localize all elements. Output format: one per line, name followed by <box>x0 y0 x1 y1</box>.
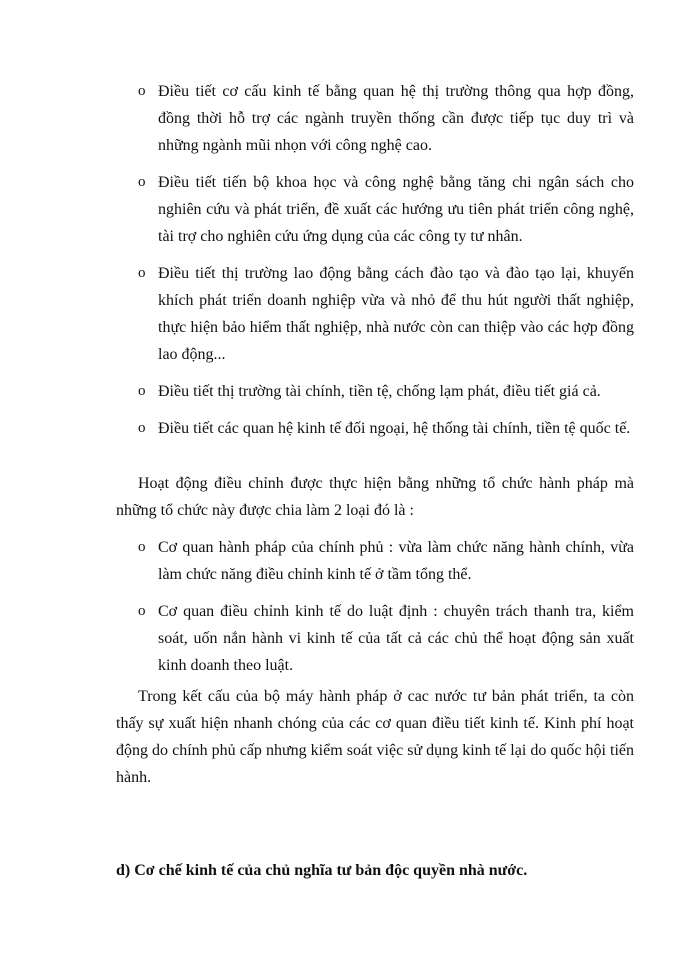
bullet-marker-icon: o <box>138 174 146 190</box>
list-item <box>138 78 634 159</box>
list-item <box>138 260 634 368</box>
bullet-marker-icon: o <box>138 383 146 399</box>
list-item <box>138 169 634 250</box>
paragraph-executive-organizations: Hoạt động điều chỉnh được thực hiện bằng những tổ chức hành pháp mà những tổ chức này được chia làm 2 loại đó là : <box>116 475 634 519</box>
list-item-text: Điều tiết cơ cấu kinh tế bằng quan hệ thị trường thông qua hợp đồng, đồng thời hỗ trợ các ngành truyền thống cần được tiếp tục duy trì và những ngành mũi nhọn với công nghệ cao. <box>158 83 634 154</box>
bullet-list-regulation <box>138 78 634 442</box>
bullet-marker-icon: o <box>138 83 146 99</box>
bullet-marker-icon: o <box>138 420 146 436</box>
paragraph-executive-structure: Trong kết cấu của bộ máy hành pháp ở cac nước tư bản phát triển, ta còn thấy sự xuất hiện nhanh chóng của các cơ quan điều tiết kinh tế. Kinh phí hoạt động do chính phủ cấp nhưng kiểm soát việc sử dụng kinh tế lại do quốc hội tiến hành. <box>116 688 634 786</box>
list-item-text: Cơ quan điều chỉnh kinh tế do luật định : chuyên trách thanh tra, kiểm soát, uốn nắn hành vi kinh tế của tất cả các chủ thể hoạt động sản xuất kinh doanh theo luật. <box>158 603 634 674</box>
list-item <box>138 415 634 442</box>
bullet-marker-icon: o <box>138 265 146 281</box>
list-item-text: Điều tiết thị trường tài chính, tiền tệ, chống lạm phát, điều tiết giá cả. <box>158 383 601 400</box>
bullet-marker-icon: o <box>138 539 146 555</box>
section-heading: d) Cơ chế kinh tế của chủ nghĩa tư bản độc quyền nhà nước. <box>116 862 528 879</box>
list-item <box>138 598 634 679</box>
list-item-text: Điều tiết thị trường lao động bằng cách đào tạo và đào tạo lại, khuyến khích phát triển doanh nghiệp vừa và nhỏ để thu hút người thất nghiệp, thực hiện bảo hiểm thất nghiệp, nhà nước còn can thiệp vào các hợp đồng lao động... <box>158 265 634 363</box>
list-item-text: Điều tiết tiến bộ khoa học và công nghệ bằng tăng chi ngân sách cho nghiên cứu và phát triển, đề xuất các hướng ưu tiên phát triển công nghệ, tài trợ cho nghiên cứu ứng dụng của các công ty tư nhân. <box>158 174 634 245</box>
list-item-text: Cơ quan hành pháp của chính phủ : vừa làm chức năng hành chính, vừa làm chức năng điều chỉnh kinh tế ở tầm tổng thể. <box>158 539 634 583</box>
list-item <box>138 378 634 405</box>
list-item-text: Điều tiết các quan hệ kinh tế đối ngoại, hệ thống tài chính, tiền tệ quốc tế. <box>158 420 631 437</box>
bullet-marker-icon: o <box>138 603 146 619</box>
bullet-list-agencies <box>138 534 634 679</box>
list-item <box>138 534 634 588</box>
